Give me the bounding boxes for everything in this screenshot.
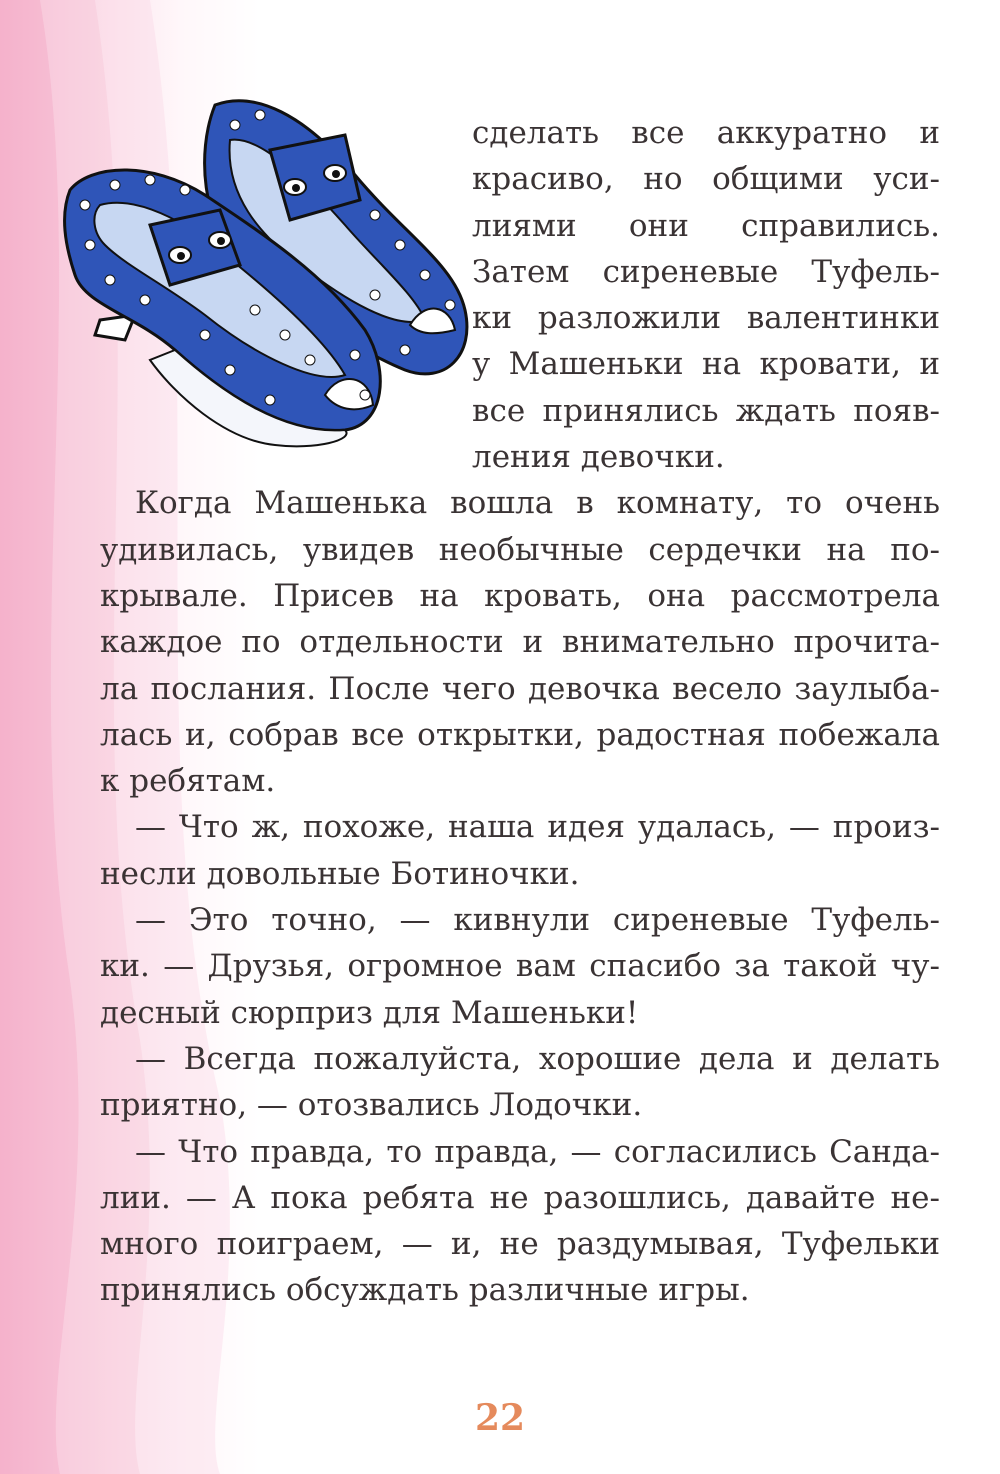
text-line: ления девочки.: [472, 439, 725, 476]
text-line: каждое по отдельности и внимательно прочита-: [100, 624, 940, 661]
text-line: приятно, — отозвались Лодочки.: [100, 1087, 643, 1124]
text-line: — Это точно, — кивнули сиреневые Туфель-: [135, 902, 940, 939]
text-line: — Что ж, похоже, наша идея удалась, — произ-: [135, 809, 940, 846]
text-line: крывале. Присев на кровать, она рассмотрела: [100, 577, 940, 614]
text-line: сделать все аккуратно и: [472, 115, 940, 151]
text-line: — Что правда, то правда, — согласились Санда-: [135, 1133, 940, 1170]
text-line: удивилась, увидев необычные сердечки на по-: [100, 531, 940, 568]
text-line: Когда Машенька вошла в комнату, то очень: [135, 485, 940, 522]
text-line: лии. — А пока ребята не разошлись, давайте не-: [100, 1179, 940, 1216]
text-line: Затем сиреневые Туфель-: [472, 253, 940, 290]
text-line: ки разложили валентинки: [472, 300, 940, 337]
text-line: ки. — Друзья, огромное вам спасибо за такой чу-: [100, 948, 940, 985]
text-line: принялись обсуждать различные игры.: [100, 1272, 750, 1309]
text-line: лиями они справились.: [472, 207, 940, 244]
text-line: — Всегда пожалуйста, хорошие дела и делать: [135, 1040, 940, 1077]
text-line: у Машеньки на кровати, и: [472, 346, 940, 383]
text-line: много поиграем, — и, не раздумывая, Туфельки: [100, 1226, 940, 1263]
text-line: десный сюрприз для Машеньки!: [100, 994, 639, 1031]
text-line: все принялись ждать появ-: [472, 392, 940, 429]
page-number: 22: [474, 1397, 526, 1439]
text-line: ла послания. После чего девочка весело заулыба-: [100, 670, 940, 707]
text-line: лась и, собрав все открытки, радостная побежала: [100, 716, 940, 753]
text-line: к ребятам.: [100, 763, 276, 800]
story-text: [100, 110, 940, 1314]
text-line: несли довольные Ботиночки.: [100, 855, 580, 892]
text-line: красиво, но общими уси-: [472, 161, 940, 198]
